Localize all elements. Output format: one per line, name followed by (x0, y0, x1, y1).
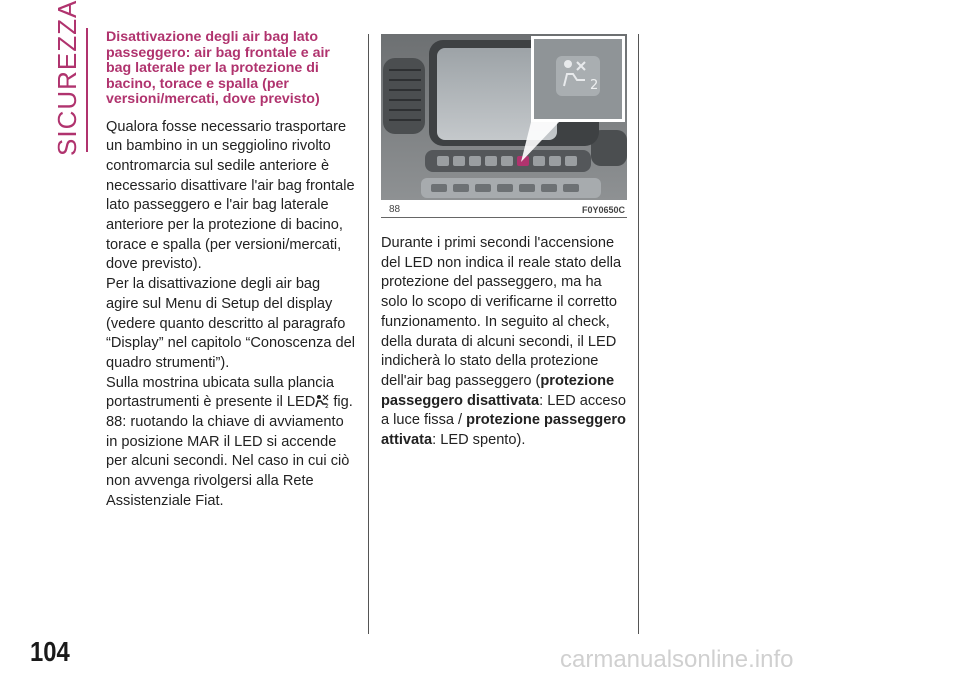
figure-number: 88 (389, 204, 401, 215)
inset-label: 2 (590, 78, 599, 93)
status-disabled-label: protezione passeggero disattivata (381, 372, 615, 409)
airbag-off-icon (315, 394, 329, 408)
section-marker-line (86, 28, 88, 152)
status-enabled-label: protezione passeggero attivata (381, 412, 626, 449)
right-text-b: : LED acceso a luce fissa / (381, 392, 626, 429)
paragraph-3 (106, 374, 356, 512)
left-body (106, 118, 356, 512)
dashboard-illustration (381, 34, 627, 200)
dashboard-figure (381, 34, 627, 200)
section-heading: Disattivazione degli air bag lato passeggero: air bag frontale e air bag laterale per la protezione di bacino, torace e spalla (per versioni/mercati, dove previsto) (106, 29, 330, 107)
right-body (381, 234, 627, 451)
figure-caption (381, 202, 627, 218)
column-divider-right (638, 34, 639, 634)
right-text-c: : LED spento). (432, 432, 526, 449)
paragraph-3-a: Sulla mostrina ubicata sulla plancia portastrumenti è presente il LED (106, 374, 334, 411)
figure-code: F0Y0650C (581, 205, 625, 215)
section-title: SICUREZZA (52, 0, 82, 156)
paragraph-2: Per la disattivazione degli air bag agire sul Menu di Setup del display (vedere quanto descritto al paragrafo “Display” nel capitolo “Conoscenza del quadro strumenti”). (106, 276, 356, 371)
watermark-text: carmanualsonline.info (560, 646, 794, 673)
column-divider-left (368, 34, 369, 634)
paragraph-1: Qualora fosse necessario trasportare un bambino in un seggiolino rivolto contromarcia sul sedile anteriore è necessario disattivare l'air bag frontale lato passeggero e l'air bag laterale anteriore per la protezione di bacino, torace e spalla (per versioni/mercati, dove previsto). (106, 118, 355, 273)
right-paragraph (381, 234, 627, 451)
left-column (106, 30, 356, 512)
page-number: 104 (30, 636, 70, 667)
right-text-a: Durante i primi secondi l'accensione del LED non indica il reale stato della protezione del passeggero, ma ha solo lo scopo di verificarne il corretto funzionamento. In seguito al check, della durata di alcuni secondi, il LED indicherà lo stato della protezione dell'air bag passeggero ( (381, 235, 622, 389)
svg-text:2: 2 (325, 403, 330, 409)
paragraph-3-b: fig. 88: ruotando la chiave di avviamento in posizione MAR il LED si accende per alcuni secondi. Nel caso in cui ciò non avvenga rivolgersi alla Rete Assistenziale Fiat. (106, 394, 353, 509)
right-column (381, 34, 627, 451)
